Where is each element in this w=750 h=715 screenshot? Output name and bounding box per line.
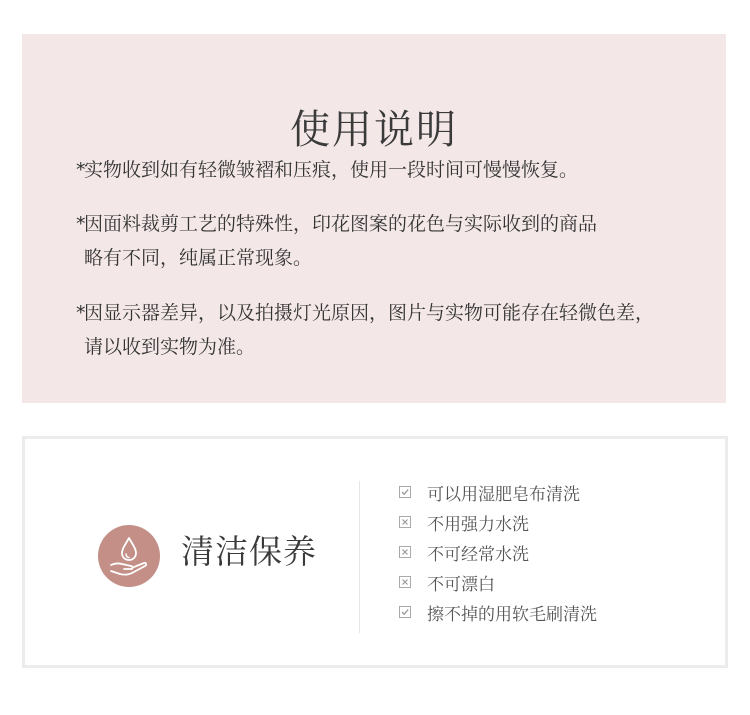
note-bullet: * bbox=[76, 302, 86, 324]
note-line-2: 略有不同，纯属正常现象。 bbox=[84, 247, 313, 269]
water-drop-hand-icon bbox=[98, 525, 160, 587]
note-bullet: * bbox=[76, 213, 86, 235]
cross-box-icon bbox=[399, 546, 411, 558]
care-item bbox=[399, 537, 597, 567]
care-item-label: 不可漂白 bbox=[427, 574, 495, 595]
care-title: 清洁保养 bbox=[181, 532, 317, 571]
note-line-1: 因显示器差异，以及拍摄灯光原因，图片与实物可能存在轻微色差， bbox=[84, 302, 655, 324]
note-line-1: 因面料裁剪工艺的特殊性，印花图案的花色与实际收到的商品 bbox=[84, 213, 598, 235]
note-line-1: 实物收到如有轻微皱褶和压痕，使用一段时间可慢慢恢复。 bbox=[84, 159, 579, 181]
care-item-label: 擦不掉的用软毛刷清洗 bbox=[427, 604, 597, 625]
usage-title: 使用说明 bbox=[290, 107, 458, 153]
care-item bbox=[399, 477, 597, 507]
care-item bbox=[399, 567, 597, 597]
divider bbox=[359, 481, 360, 633]
note-line-2: 请以收到实物为准。 bbox=[84, 336, 256, 358]
checkmark-box-icon bbox=[399, 486, 411, 498]
note-bullet: * bbox=[76, 159, 86, 181]
checkmark-box-icon bbox=[399, 606, 411, 618]
usage-note-2 bbox=[76, 207, 597, 275]
usage-note-3 bbox=[76, 296, 654, 364]
care-instructions-list bbox=[399, 477, 597, 627]
care-item-label: 可以用湿肥皂布清洗 bbox=[427, 484, 580, 505]
cross-box-icon bbox=[399, 576, 411, 588]
usage-note-1 bbox=[76, 153, 578, 187]
care-item bbox=[399, 597, 597, 627]
care-panel bbox=[22, 436, 728, 668]
usage-instructions-panel bbox=[22, 34, 726, 403]
care-item bbox=[399, 507, 597, 537]
care-item-label: 不可经常水洗 bbox=[427, 544, 529, 565]
care-item-label: 不用强力水洗 bbox=[427, 514, 529, 535]
cross-box-icon bbox=[399, 516, 411, 528]
